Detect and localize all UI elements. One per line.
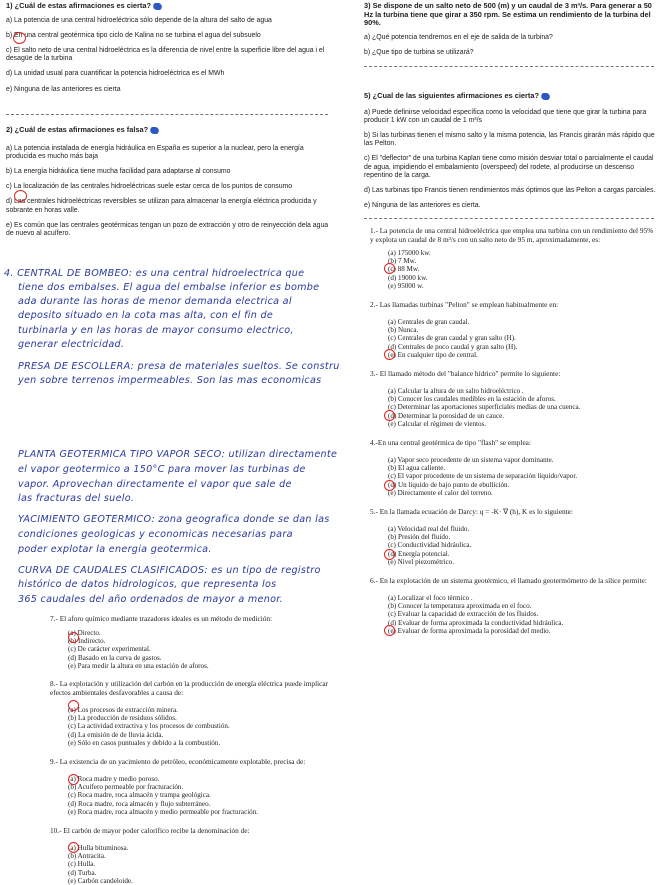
question-1 <box>6 2 330 101</box>
serif-option: (c) 88 Mw. <box>388 265 420 274</box>
serif-question <box>370 507 654 566</box>
question-1-title: 1) ¿Cuál de estas afirmaciones es cierta? <box>6 1 152 10</box>
serif-option: (a) Hulla bituminosa. <box>68 844 129 853</box>
serif-option: (a) Roca madre y medio poroso. <box>68 775 160 784</box>
answer-mark <box>384 480 395 491</box>
serif-question-title: 8.- La explotación y utilización del carbón en la producción de energía eléctrica puede implicar efectos ambientales desfavorables a causa de: <box>50 679 329 698</box>
answer-mark <box>384 410 395 421</box>
serif-option: (b) Acuífero permeable por fracturación. <box>68 783 184 792</box>
answer-mark <box>68 774 79 785</box>
serif-question <box>50 614 350 670</box>
serif-option: (d) Evaluar de forma aproximada la conductividad hidráulica. <box>388 618 564 627</box>
answer-mark <box>68 700 79 711</box>
answer-mark <box>384 263 395 274</box>
serif-questions-right <box>370 226 654 635</box>
serif-option: (e) En cualquier tipo de central. <box>388 350 478 359</box>
hand-line: el vapor geotermico a 150°C para mover las turbinas de <box>18 464 306 475</box>
question-2-title: 2) ¿Cuál de estas afirmaciones es falsa? <box>6 125 149 134</box>
serif-question <box>370 226 654 290</box>
hand-line: CURVA DE CAUDALES CLASIFICADOS: es un tipo de registro <box>18 565 321 576</box>
answer-mark <box>384 549 395 560</box>
serif-option: (a) 175000 kw. <box>388 249 431 257</box>
hand-line: yen sobre terrenos impermeables. Son las mas economicas <box>18 375 322 386</box>
question-2 <box>6 126 330 245</box>
option-5d: d) Las turbinas tipo Francis tienen rendimientos más óptimos que las Pelton a cargas parciales. <box>364 187 656 195</box>
hand-line: condiciones geologicas y economicas necesarias para <box>18 529 293 540</box>
serif-question <box>50 679 350 747</box>
serif-option: (c) Conductividad hidráulica. <box>388 541 472 550</box>
serif-option: (e) Carbón candeloide. <box>68 876 133 885</box>
divider <box>6 114 328 115</box>
question-3b: b) ¿Que tipo de turbina se utilizará? <box>364 48 474 56</box>
serif-option: (a) Velocidad real del fluido. <box>388 525 470 534</box>
logo-icon <box>152 3 163 10</box>
hand-line: deposito situado en la cota mas alta, con el fin de <box>18 310 274 321</box>
serif-option: (e) Sólo en casos puntuales y debido a la combustión. <box>68 738 221 747</box>
option-2b: b) La energía hidráulica tiene mucha facilidad para adaptarse al consumo <box>6 168 231 175</box>
hand-line: YACIMIENTO GEOTERMICO: zona geografica donde se dan las <box>18 514 330 525</box>
serif-option: (d) Un líquido de bajo punto de ebullición. <box>388 480 510 489</box>
option-5e: e) Ninguna de las anteriores es cierta. <box>364 202 481 210</box>
hand-line: tiene dos embalses. El agua del embalse inferior es bombe <box>18 282 320 293</box>
option-2a: a) La potencia instalada de energía hidráulica en España es superior a la nuclear, pero la energía producida es mucho más baja <box>6 144 304 160</box>
option-2e: e) Es común que las centrales geotérmicas tengan un pozo de extracción y otro de reinyección dela agua de nuevo al acuífero. <box>6 221 329 238</box>
serif-option: (c) El vapor procedente de un sistema de separación líquido/vapor. <box>388 472 578 481</box>
hand-line: poder explotar la energia geotermica. <box>18 544 212 555</box>
serif-option: (b) La producción de residuos sólidos. <box>68 714 177 723</box>
serif-question-title: 9.- La existencia de un yacimiento de petróleo, económicamente explotable, precisa de: <box>50 757 306 767</box>
serif-option: (b) Conocer la temperatura aproximada en el foco. <box>388 602 532 611</box>
hand-line: 365 caudales del año ordenados de mayor a menor. <box>18 594 283 605</box>
serif-option: (e) Para medir la altura en una estación de aforos. <box>68 661 209 670</box>
serif-question-title: 4.-En una central geotérmica de tipo "flash" se emplea: <box>370 438 531 448</box>
serif-option: (a) Centrales de gran caudal. <box>388 318 470 327</box>
serif-option: (e) Roca madre, roca almacén y medio permeable por fracturación. <box>68 807 259 816</box>
serif-option: (e) Directamente el calor del terreno. <box>388 488 493 497</box>
serif-option: (a) Directo. <box>68 629 101 637</box>
serif-option: (b) Presión del fluido. <box>388 533 451 542</box>
hand-line: PLANTA GEOTERMICA TIPO VAPOR SECO: utilizan directamente <box>18 449 338 460</box>
serif-option: (e) Calcular el régimen de vientos. <box>388 419 487 428</box>
serif-option: (e) 95000 w. <box>388 281 424 290</box>
serif-question-title: 7.- El aforo químico mediante trazadores ideales es un método de medición: <box>50 614 273 623</box>
serif-option: (a) Localizar el foco térmico . <box>388 594 473 603</box>
serif-question-title: 10.- El carbón de mayor poder calorífico recibe la denominación de: <box>50 826 250 836</box>
serif-option: (b) 7 Mw. <box>388 257 417 266</box>
option-1a: a) La potencia de una central hidroeléctrica sólo depende de la altura del salto de agua <box>6 16 272 24</box>
serif-question-title: 6.- En la explotación de un sistema geotérmico, el llamado geotermómetro de la sílice permite: <box>370 576 647 586</box>
option-1b: b) En una central geotérmica tipo ciclo de Kalina no se turbina el agua del subsuelo <box>6 31 261 39</box>
answer-mark <box>68 842 79 853</box>
answer-mark <box>14 190 27 202</box>
serif-option: (a) Los procesos de extracción minera. <box>68 706 178 715</box>
serif-question-title: 5.- En la llamada ecuación de Darcy: q = -K· ∇ (h), K es lo siguiente: <box>370 507 573 517</box>
option-1c: c) El salto neto de una central hidroeléctrica es la diferencia de nivel entre la superficie libre del agua i el desagüe de la turbina <box>6 47 325 63</box>
serif-option: (c) La actividad extractiva y los procesos de combustión. <box>68 722 230 731</box>
serif-question <box>370 369 654 428</box>
serif-option: (d) La emisión de de lluvia ácida. <box>68 730 164 739</box>
answer-mark <box>384 625 395 636</box>
serif-option: (c) Hulla. <box>68 860 96 869</box>
question-3-title: 3) Se dispone de un salto neto de 500 (m) y un caudal de 3 m³/s. Para generar a 50 Hz la turbina tiene que girar a 350 rpm. Se estima un rendimiento de la turbina del 90%. <box>364 1 652 28</box>
serif-question <box>370 300 654 359</box>
hand-line: PRESA DE ESCOLLERA: presa de materiales sueltos. Se constru <box>18 361 340 372</box>
option-2c: c) La localización de las centrales hidroeléctricas suele estar cerca de los puntos de consumo <box>6 183 293 191</box>
divider <box>364 218 654 219</box>
serif-question-title: 2.- Las llamadas turbinas "Pelton" se emplean habitualmente en: <box>370 300 559 310</box>
hand-line: vapor. Aprovechan directamente el vapor que sale de <box>18 479 292 490</box>
serif-option: (d) Energía potencial. <box>388 549 450 558</box>
serif-option: (c) Determinar las aportaciones superficiales medias de una cuenca. <box>388 403 581 412</box>
question-5 <box>364 92 656 217</box>
serif-option: (b) Antracita. <box>68 852 106 861</box>
serif-option: (b) Conocer los caudales medibles en la estación de aforos. <box>388 395 556 404</box>
serif-option: (b) Indirecto. <box>68 637 106 646</box>
question-5-title: 5) ¿Cual de las siguientes afirmaciones es cierta? <box>364 91 539 100</box>
hand-line: histórico de datos hidrologicos, que representa los <box>18 579 277 590</box>
hand-line: las fracturas del suelo. <box>18 493 135 504</box>
serif-option: (e) Evaluar de forma aproximada la porosidad del medio. <box>388 626 551 635</box>
serif-option: (d) Turba. <box>68 868 97 877</box>
answer-mark <box>13 32 26 44</box>
option-5a: a) Puede definirse velocidad específica como la velocidad que tiene que girar la turbina para producir 1 kW con un caudal de 1 m³/s <box>364 108 647 124</box>
logo-icon <box>540 93 551 100</box>
option-1e: e) Ninguna de las anteriores es cierta <box>6 85 121 93</box>
serif-option: (d) Centrales de poco caudal y gran salto (H). <box>388 342 518 351</box>
hand-line: turbinarla y en las horas de mayor consumo electrico, <box>18 325 294 336</box>
serif-option: (d) Roca madre, roca almacén y flujo subterráneo. <box>68 799 211 808</box>
serif-option: (a) Calcular la altura de un salto hidroeléctrico . <box>388 387 524 396</box>
serif-option: (c) Centrales de gran caudal y gran salto (H). <box>388 334 516 343</box>
option-5c: c) El "deflector" de una turbina Kaplan tiene como misión desviar total o parcialmente el caudal de agua, impidiendo el embalamiento (overspeed) del rodete, al producirse un descenso repentino de la carga. <box>364 155 654 179</box>
serif-option: (c) De carácter experimental. <box>68 645 151 654</box>
serif-questions-bottom <box>50 614 350 885</box>
serif-question <box>50 757 350 816</box>
serif-question <box>50 826 350 885</box>
option-2d: d) Las centrales hidroeléctricas reversibles se utilizan para almacenar la energía eléctrica producida y sobrante en horas valle. <box>6 198 317 214</box>
question-3 <box>364 2 656 64</box>
serif-question-title: 3.- El llamado método del "balance hídrico" permite lo siguiente: <box>370 369 561 379</box>
serif-option: (d) Determinar la porosidad de un cauce. <box>388 411 505 420</box>
hand-line: ada durante las horas de menor demanda electrica al <box>18 296 292 307</box>
answer-mark <box>68 632 79 643</box>
hand-line: 4. CENTRAL DE BOMBEO: es una central hidroelectrica que <box>4 268 305 279</box>
option-1d: d) La unidad usual para cuantificar la potencia hidroeléctrica es el MWh <box>6 70 225 78</box>
hand-line: generar electricidad. <box>18 339 125 350</box>
serif-option: (d) Basado en la curva de gastos. <box>68 653 162 662</box>
serif-option: (c) Roca madre, roca almacén y trampa geológica. <box>68 791 211 800</box>
serif-option: (b) El agua caliente. <box>388 464 446 473</box>
question-3a: a) ¿Qué potencia tendremos en el eje de salida de la turbina? <box>364 33 553 41</box>
option-5b: b) Si las turbinas tienen el mismo salto y la misma potencia, las Francis girarán más rápido que las Pelton. <box>364 132 655 148</box>
serif-option: (b) Nunca. <box>388 326 419 335</box>
logo-icon <box>149 127 160 134</box>
serif-question <box>370 576 654 635</box>
answer-mark <box>384 349 395 360</box>
serif-option: (c) Evaluar la capacidad de extracción de los fluidos. <box>388 610 539 619</box>
divider <box>364 66 654 67</box>
serif-option: (a) Vapor seco procedente de un sistema vapor dominante. <box>388 456 554 465</box>
serif-option: (d) 19000 kw. <box>388 273 428 282</box>
serif-question <box>370 438 654 497</box>
serif-option: (e) Nivel piezométrico. <box>388 557 454 566</box>
serif-question-title: 1.- La potencia de una central hidroeléctrica que emplea una turbina con un rendimiento del 95% y explota un caudal de 8 m³/s con un salto neto de 95 m, aproximadamente, es: <box>370 226 654 244</box>
